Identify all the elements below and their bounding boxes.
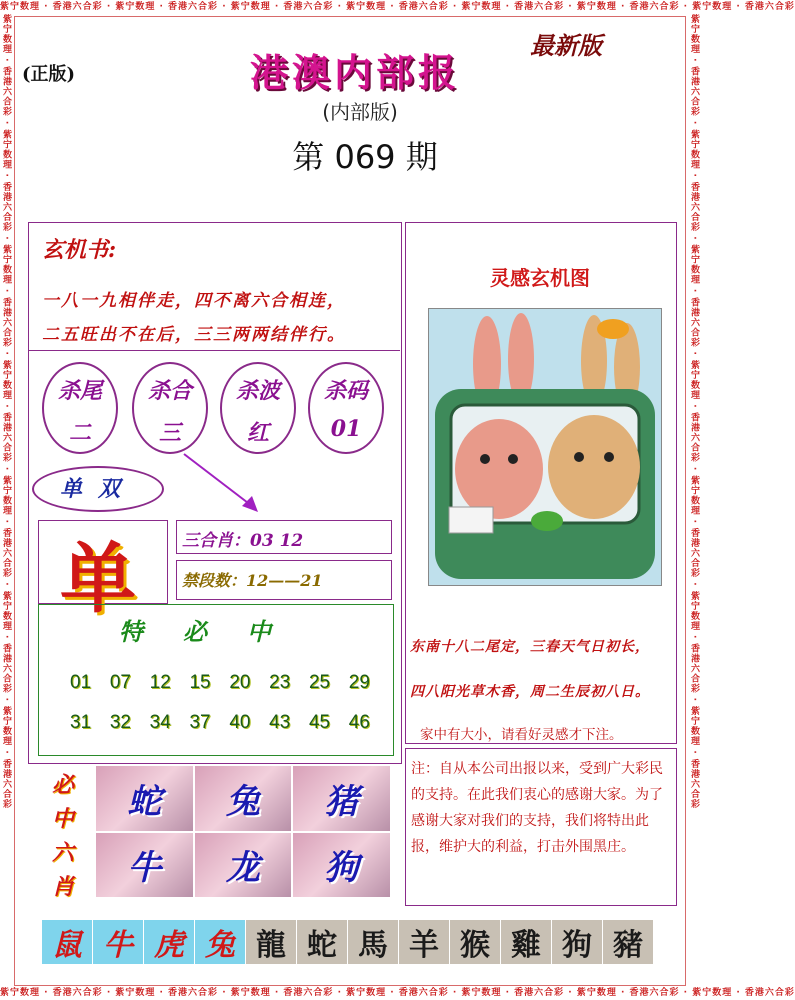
number-row-2: [70, 712, 370, 734]
number: 32: [109, 712, 131, 733]
oval-value: 01: [330, 416, 362, 442]
number: 23: [269, 672, 291, 693]
border-top: 紫宁数理 · 香港六合彩 · 紫宁数理 · 香港六合彩 · 紫宁数理 · 香港六合彩 · 紫宁数理 · 香港六合彩 · 紫宁数理 · 香港六合彩 · 紫宁数理 · 香港六合彩 · 紫宁数理 · 香港六合彩: [0, 2, 795, 12]
oval-sha-bo: [220, 362, 296, 454]
bixiao-label: [48, 768, 78, 904]
arrow-icon: [180, 450, 270, 520]
xuanji-line-2: 二五旺出不在后，三三两两结伴行。: [42, 325, 346, 345]
latest-edition-label: 最新版: [530, 31, 602, 60]
number: 45: [308, 712, 331, 733]
oval-label: 杀合: [147, 378, 192, 404]
zodiac-cell: 狗: [292, 832, 391, 899]
zodiac-cell: 牛: [95, 832, 194, 899]
bixiao-char: 六: [51, 840, 74, 866]
number: 37: [189, 712, 211, 733]
xuanji-line-1: 一八一九相伴走，四不离六合相连，: [42, 291, 346, 311]
xuanji-title: 玄机书:: [42, 237, 117, 263]
lingan-title: 灵感玄机图: [490, 266, 590, 290]
zodiac-bar-cell: 龍: [246, 920, 297, 964]
danshuang-oval: 单双: [32, 466, 164, 512]
zodiac-bar-cell: 豬: [603, 920, 654, 964]
number: 40: [229, 712, 251, 733]
number: 20: [229, 672, 251, 693]
oval-sha-wei: [42, 362, 118, 454]
bixiao-char: 中: [51, 806, 74, 832]
zodiac-cell: 龙: [194, 832, 293, 899]
page-subtitle: (内部版): [322, 100, 398, 124]
border-right: 紫宁数理 · 香港六合彩 · 紫宁数理 · 香港六合彩 · 紫宁数理 · 香港六合彩 · 紫宁数理 · 香港六合彩 · 紫宁数理 · 香港六合彩 · 紫宁数理 · 香港六合彩 · 紫宁数理 · 香港六合彩: [689, 14, 699, 809]
number: 34: [149, 712, 171, 733]
number: 46: [348, 712, 370, 733]
zodiac-bar-cell: 虎: [144, 920, 195, 964]
bixiao-char: 肖: [51, 874, 74, 900]
sanhe-text: 三合肖：03 12: [182, 531, 304, 551]
rabbits-car-illustration: [429, 309, 661, 585]
zodiac-cell: 猪: [292, 765, 391, 832]
dan-big-char: 单: [60, 534, 136, 623]
oval-label: 杀尾: [57, 378, 102, 404]
zhengban-label: (正版): [22, 64, 76, 85]
number: 15: [189, 672, 211, 693]
notice-text: 注：自从本公司出报以来，受到广大彩民的支持。在此我们衷心的感谢大家。为了感谢大家对我们的支持，我们将特出此报，维护大的利益，打击外围黑庄。: [411, 761, 663, 855]
poem-line-1: 东南十八二尾定，三春天气日初长，: [410, 639, 650, 655]
zodiac-bar: [42, 920, 654, 964]
number: 07: [109, 672, 131, 693]
border-bottom: 紫宁数理 · 香港六合彩 · 紫宁数理 · 香港六合彩 · 紫宁数理 · 香港六合彩 · 紫宁数理 · 香港六合彩 · 紫宁数理 · 香港六合彩 · 紫宁数理 · 香港六合彩 · 紫宁数理 · 香港六合彩: [0, 988, 795, 998]
zodiac-bar-cell: 狗: [552, 920, 603, 964]
number: 43: [269, 712, 291, 733]
lingan-picture: [428, 308, 662, 586]
zodiac-bar-cell: 牛: [93, 920, 144, 964]
oval-value: 二: [68, 420, 91, 446]
bixiao-char: 必: [51, 772, 74, 798]
issue-number: 第 069 期: [292, 138, 438, 176]
number: 12: [149, 672, 171, 693]
jinduan-text: 禁段数：12——21: [182, 571, 323, 590]
oval-sha-ma: [308, 362, 384, 454]
zodiac-bar-cell: 馬: [348, 920, 399, 964]
oval-sha-he: [132, 362, 208, 454]
page-title: 港澳内部报: [249, 50, 460, 95]
number: 25: [308, 672, 331, 693]
oval-value: 红: [246, 420, 269, 446]
bixiao-zodiac-grid: [95, 765, 391, 898]
number: 01: [70, 672, 92, 693]
number-row-1: [70, 672, 370, 694]
border-left: 紫宁数理 · 香港六合彩 · 紫宁数理 · 香港六合彩 · 紫宁数理 · 香港六合彩 · 紫宁数理 · 香港六合彩 · 紫宁数理 · 香港六合彩 · 紫宁数理 · 香港六合彩 · 紫宁数理 · 香港六合彩: [1, 14, 11, 809]
divider: [28, 350, 400, 351]
zodiac-bar-cell: 鼠: [42, 920, 93, 964]
number: 31: [70, 712, 92, 733]
oval-value: 三: [158, 420, 181, 446]
warning-text: 家中有大小，请看好灵感才下注。: [420, 727, 623, 743]
zodiac-bar-cell: 兔: [195, 920, 246, 964]
te-bi-zhong-title: 特必中: [119, 617, 311, 646]
zodiac-bar-cell: 猴: [450, 920, 501, 964]
poem-line-2: 四八阳光草木香，周二生辰初八日。: [410, 684, 650, 700]
zodiac-cell: 兔: [194, 765, 293, 832]
zodiac-cell: 蛇: [95, 765, 194, 832]
zodiac-bar-cell: 雞: [501, 920, 552, 964]
oval-label: 杀码: [323, 378, 368, 404]
zodiac-bar-cell: 蛇: [297, 920, 348, 964]
zodiac-bar-cell: 羊: [399, 920, 450, 964]
oval-label: 杀波: [235, 378, 280, 404]
number: 29: [348, 672, 370, 693]
